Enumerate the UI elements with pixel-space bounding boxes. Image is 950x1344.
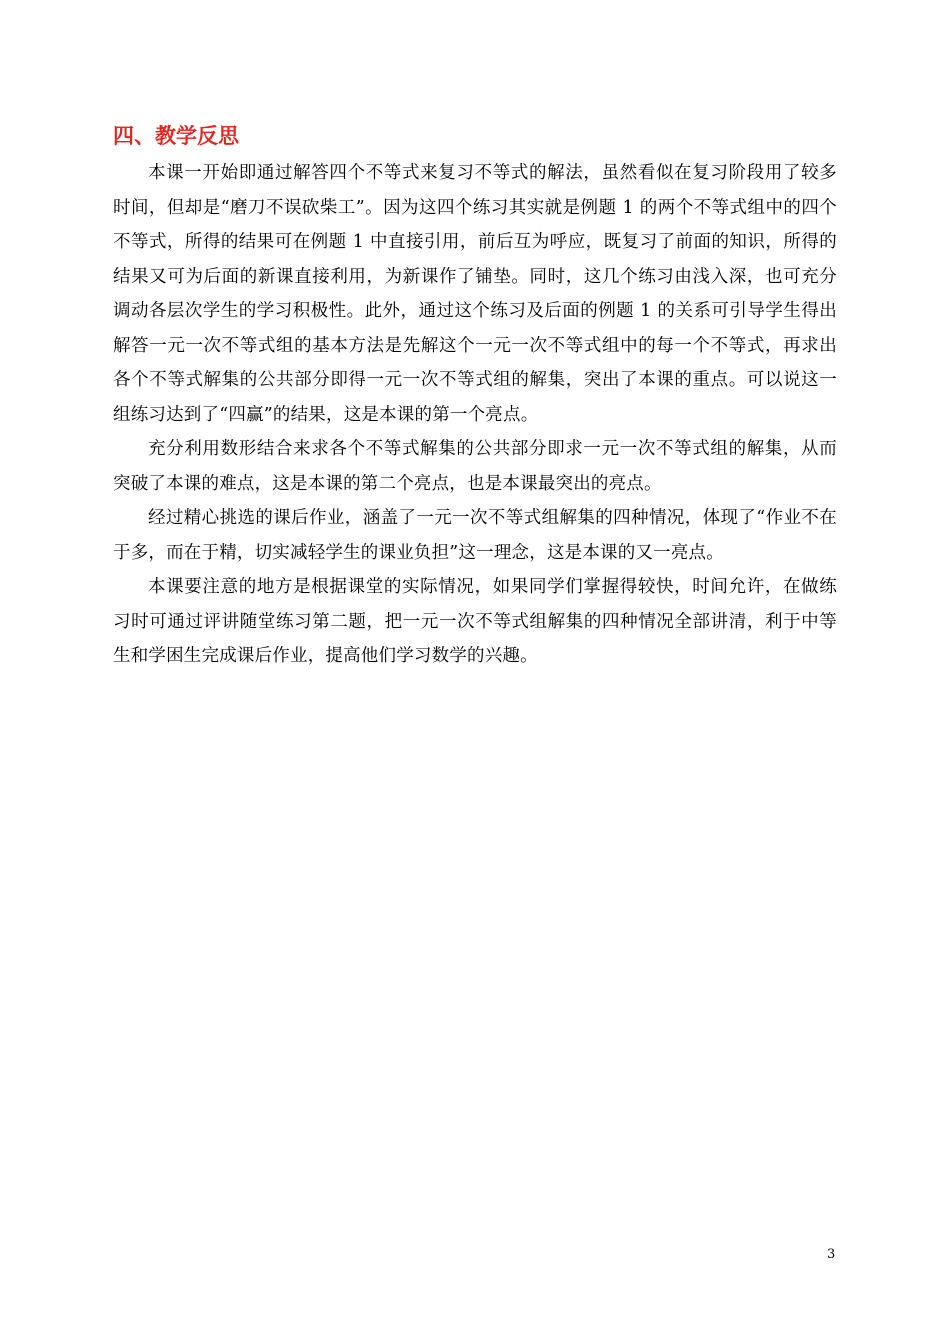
section-heading: 四、教学反思 [113,124,239,148]
paragraph-3: 经过精心挑选的课后作业，涵盖了一元一次不等式组解集的四种情况，体现了“作业不在于多，而在于精，切实减轻学生的课业负担”这一理念，这是本课的又一亮点。 [113,508,837,563]
paragraph-4: 本课要注意的地方是根据课堂的实际情况，如果同学们掌握得较快，时间允许，在做练习时可通过评讲随堂练习第二题，把一元一次不等式组解集的四种情况全部讲清，利于中等生和学困生完成课后作业，提高他们学习数学的兴趣。 [113,577,837,666]
paragraph-2: 充分利用数形结合来求各个不等式解集的公共部分即求一元一次不等式组的解集，从而突破了本课的难点，这是本课的第二个亮点，也是本课最突出的亮点。 [113,439,837,494]
page-number: 3 [827,1247,836,1262]
body-text [113,156,837,674]
paragraph-1: 本课一开始即通过解答四个不等式来复习不等式的解法，虽然看似在复习阶段用了较多时间，但却是“磨刀不误砍柴工”。因为这四个练习其实就是例题 1 的两个不等式组中的四个不等式，所得的结果可在例题 1 中直接引用，前后互为呼应，既复习了前面的知识，所得的结果又可为后面的新课直接利用，为新课作了铺垫。同时，这几个练习由浅入深，也可充分调动各层次学生的学习积极性。此外，通过这个练习及后面的例题 1 的关系可引导学生得出解答一元一次不等式组的基本方法是先解这个一元一次不等式组中的每一个不等式，再求出各个不等式解集的公共部分即得一元一次不等式组的解集，突出了本课的重点。可以说这一组练习达到了“四赢”的结果，这是本课的第一个亮点。 [113,163,837,425]
